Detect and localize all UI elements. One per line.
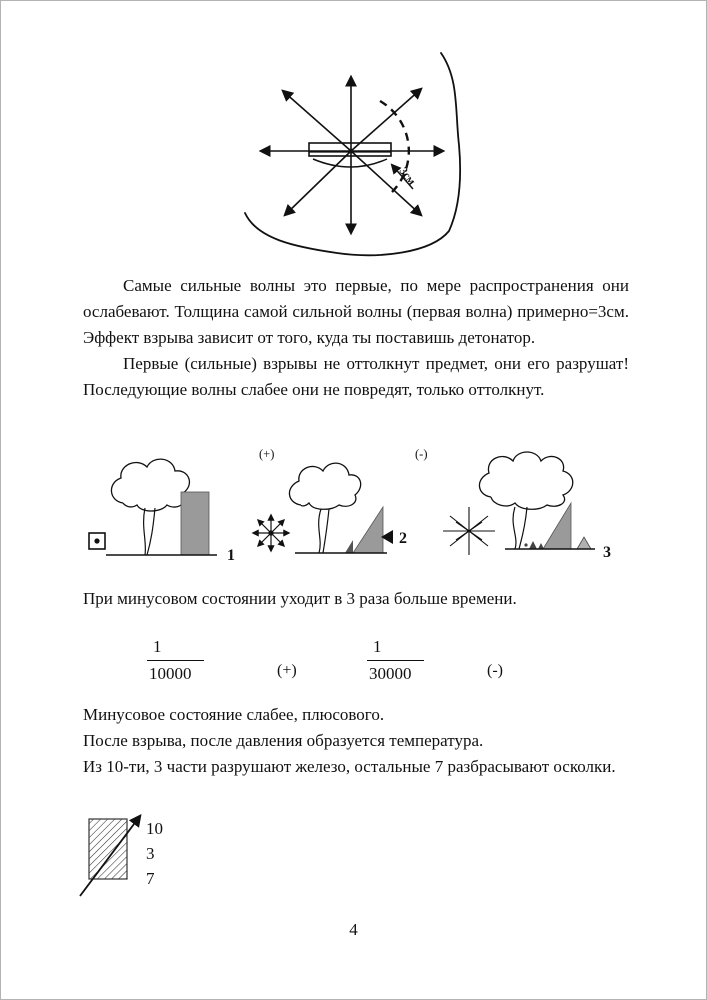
panel-1-cloud-stem <box>144 508 155 555</box>
panel-1-cloud <box>111 459 189 511</box>
fraction-plus-sign: (+) <box>277 662 297 679</box>
lower-text-block <box>83 702 629 780</box>
paragraph-first-explosions: Первые (сильные) взрывы не оттолкнут предмет, они его разрушат! Последующие волны слабее они не повредят, только оттолкнут. <box>83 354 629 399</box>
fraction-minus-sign: (-) <box>487 662 503 679</box>
explosion-panels-diagram <box>81 445 633 573</box>
panel-3-starburst <box>443 507 495 555</box>
panel-3-cloud-stem <box>513 507 527 549</box>
panel-3-gray-triangle <box>543 503 571 549</box>
fragment-value-destroy: 3 <box>146 844 155 863</box>
panel-2-sign: (+) <box>259 447 275 461</box>
panel-1 <box>89 459 235 564</box>
panel-2-number: 2 <box>399 530 407 547</box>
detonator-box-icon <box>89 533 105 549</box>
panel-3-sign: (-) <box>415 447 428 461</box>
explosion-wave-diagram <box>229 47 481 269</box>
panel-3-cloud <box>479 452 572 509</box>
fragment-numbers <box>146 816 163 891</box>
fraction-minus <box>367 637 424 684</box>
wave-thickness-label: 3см <box>396 165 418 188</box>
paragraph-temperature: После взрыва, после давления образуется температура. <box>83 731 484 750</box>
panel-3-number: 3 <box>603 544 611 561</box>
panel-2-cloud <box>289 463 360 509</box>
fraction-minus-denominator: 30000 <box>367 660 424 684</box>
paragraph-minus-weaker: Минусовое состояние слабее, плюсового. <box>83 705 385 724</box>
panel-1-bar <box>181 492 209 555</box>
panel-3 <box>415 447 611 561</box>
paragraph-ten-parts: Из 10-ти, 3 части разрушают железо, остальные 7 разбрасывают осколки. <box>83 757 616 776</box>
fragment-value-total: 10 <box>146 819 163 838</box>
panel-2 <box>253 447 407 553</box>
fragment-value-scatter: 7 <box>146 869 155 888</box>
fraction-minus-numerator: 1 <box>373 637 382 656</box>
page-number: 4 <box>349 920 358 939</box>
panel-2-wave-star <box>253 515 289 551</box>
detonator-slab <box>309 143 391 167</box>
panel-3-small-triangle <box>577 537 591 549</box>
fraction-plus <box>147 637 204 684</box>
fragment-diagram <box>77 807 149 901</box>
main-text-block <box>83 273 629 403</box>
paragraph-minus-state-time: При минусовом состоянии уходит в 3 раза больше времени. <box>83 589 517 608</box>
hatched-square <box>89 819 127 879</box>
panel-2-gray-triangle <box>353 507 383 553</box>
panel-3-debris <box>524 541 544 549</box>
fraction-plus-numerator: 1 <box>153 637 162 656</box>
explosion-center-dot <box>349 149 354 154</box>
panel-1-number: 1 <box>227 547 235 564</box>
panel-2-dark-sliver <box>345 540 353 553</box>
panel-2-cloud-stem <box>319 509 329 553</box>
paragraph-wave-strength: Самые сильные волны это первые, по мере распространения они ослабевают. Толщина самой сильной волны (первая волна) примерно=3см. Эффект взрыва зависит от того, куда ты поставишь детонатор. <box>83 276 629 347</box>
fraction-plus-denominator: 10000 <box>147 660 204 684</box>
